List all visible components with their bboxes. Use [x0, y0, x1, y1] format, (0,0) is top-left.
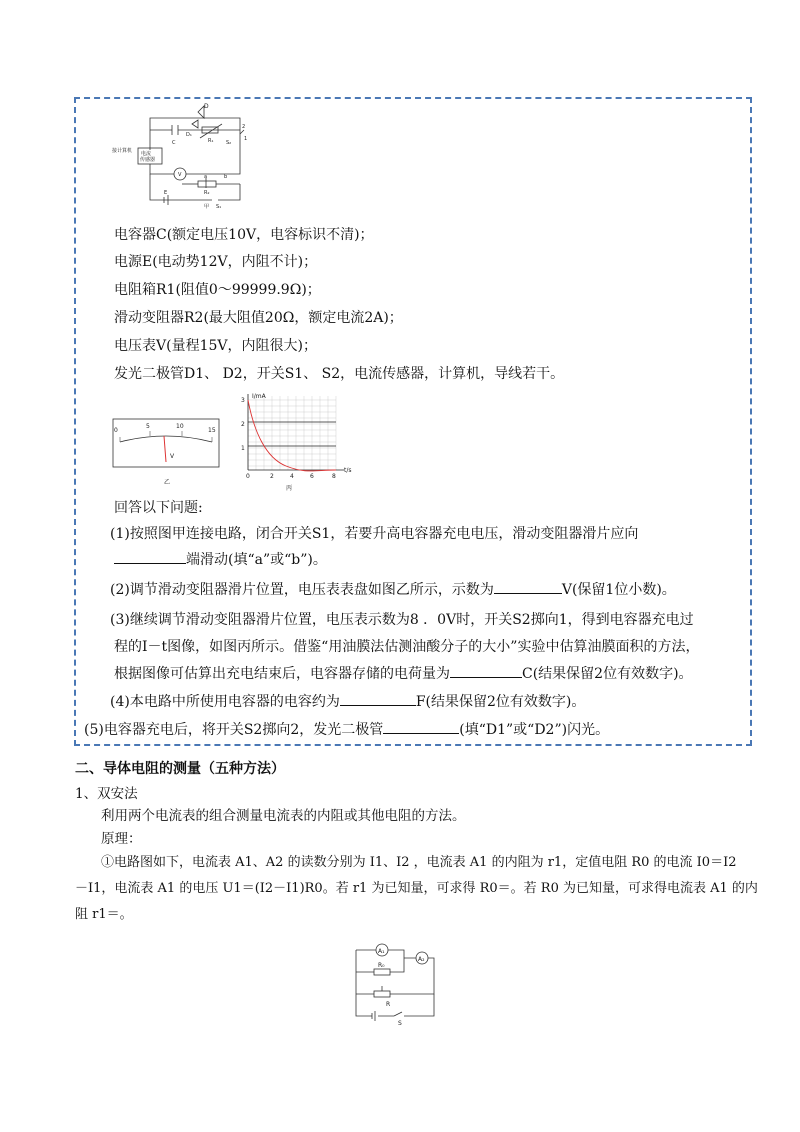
question-3-suffix: C(结果保留2位有效数字)。	[522, 666, 693, 682]
label-d1: D₁	[186, 132, 192, 138]
component-resistor-box: 电阻箱R1(阻值0～99999.9Ω)；	[114, 282, 321, 298]
answer-blank-4[interactable]	[340, 692, 416, 706]
graph-y2: 2	[241, 421, 245, 428]
circuit-diagram-double-ammeter	[346, 936, 442, 1026]
question-5-suffix: (填“D1”或“D2”)闪光。	[459, 722, 610, 738]
answer-blank-5[interactable]	[383, 720, 459, 734]
graph-x8: 8	[332, 473, 336, 480]
label-1: 2	[242, 124, 246, 130]
voltmeter-dial	[112, 418, 220, 492]
question-3-line-2: 程的I－t图像，如图丙所示。借鉴“用油膜法估测油酸分子的大小”实验中估算油膜面积的方法，	[114, 639, 700, 655]
label-s1: S₁	[216, 204, 222, 210]
graph-x6: 6	[310, 473, 314, 480]
label-a: a	[204, 174, 208, 180]
question-3-line-1: (3)继续调节滑动变阻器滑片位置，电压表示数为8 ．0V时，开关S2掷向1，得到电容器充电过	[110, 612, 694, 628]
caption-yi: 乙	[164, 479, 171, 486]
graph-x2: 2	[270, 473, 274, 480]
label-computer: 接计算机	[112, 148, 133, 154]
question-1-line-2	[114, 550, 327, 570]
section-paragraph-1: 利用两个电流表的组合测量电流表的内阻或其他电阻的方法。	[101, 808, 466, 824]
section-paragraph-2: 原理：	[101, 831, 142, 847]
label-r2: R₂	[204, 190, 210, 196]
component-rheostat: 滑动变阻器R2(最大阻值20Ω，额定电流2A)；	[114, 310, 403, 326]
question-5-prefix: (5)电容器充电后，将开关S2掷向2，发光二极管	[84, 722, 384, 738]
graph-y1: 1	[241, 445, 245, 452]
label-r1: R₁	[208, 138, 214, 144]
question-4-suffix: F(结果保留2位有效数字)。	[415, 694, 586, 710]
label-2: 1	[244, 136, 248, 142]
graph-ylabel: I/mA	[252, 393, 266, 400]
circuit-diagram-a	[112, 100, 272, 210]
label-ammeter-a2: A₂	[418, 956, 425, 963]
label-b: b	[224, 174, 228, 180]
caption-bing: 丙	[286, 485, 293, 492]
caption-jia: 甲	[204, 204, 210, 210]
graph-xlabel: t/s	[344, 467, 352, 474]
dial-tick-10: 10	[176, 423, 184, 430]
questions-intro: 回答以下问题:	[114, 500, 203, 516]
label-sensor-2: 传感器	[140, 157, 156, 163]
question-3-line-3	[114, 664, 693, 684]
current-time-graph	[236, 392, 360, 496]
label-s2: S₂	[226, 140, 232, 146]
graph-y3: 3	[241, 397, 245, 404]
dial-tick-5: 5	[146, 423, 150, 430]
section-heading: 二、导体电阻的测量（五种方法）	[75, 761, 285, 777]
question-4	[110, 692, 585, 712]
label-s: S	[398, 1020, 402, 1026]
label-v: V	[178, 172, 182, 178]
component-capacitor: 电容器C(额定电压10V，电容标识不清)；	[114, 227, 374, 243]
dial-unit: V	[170, 453, 175, 460]
answer-blank-1[interactable]	[114, 550, 186, 564]
label-sensor-1: 电流	[141, 151, 152, 157]
component-misc: 发光二极管D1、 D2，开关S1、 S2，电流传感器，计算机，导线若干。	[114, 366, 565, 382]
component-voltmeter: 电压表V(量程15V，内阻很大)；	[114, 338, 317, 354]
component-source: 电源E(电动势12V，内阻不计)；	[114, 254, 318, 270]
graph-x4: 4	[290, 473, 294, 480]
label-r0: R₀	[378, 962, 385, 969]
question-2-suffix: V(保留1位小数)。	[561, 582, 676, 598]
question-1-suffix: 端滑动(填“a”或“b”)。	[186, 552, 327, 568]
section-paragraph-3: ①电路图如下，电流表 A1、A2 的读数分别为 I1、I2 ，电流表 A1 的内阻为 r1，定值电阻 R0 的电流 I0＝I2	[101, 855, 737, 870]
label-r: R	[386, 1001, 391, 1008]
question-4-prefix: (4)本电路中所使用电容器的电容约为	[110, 694, 340, 710]
section-paragraph-5: 阻 r1＝。	[75, 907, 133, 922]
question-2	[110, 580, 676, 600]
graph-x0: 0	[246, 473, 250, 480]
dial-tick-0: 0	[114, 427, 118, 434]
label-c: C	[172, 140, 176, 146]
question-1-line-1: (1)按照图甲连接电路，闭合开关S1，若要升高电容器充电电压，滑动变阻器滑片应向	[110, 526, 639, 542]
label-e: E	[164, 190, 168, 196]
label-ammeter-a1: A₁	[378, 948, 385, 955]
label-d: D	[204, 103, 209, 110]
question-2-prefix: (2)调节滑动变阻器滑片位置，电压表表盘如图乙所示，示数为	[110, 582, 494, 598]
question-5	[84, 720, 609, 740]
answer-blank-3[interactable]	[450, 664, 522, 678]
section-subheading: 1、双安法	[75, 786, 138, 802]
question-3-prefix: 根据图像可估算出充电结束后，电容器存储的电荷量为	[114, 666, 450, 682]
answer-blank-2[interactable]	[494, 580, 562, 594]
section-paragraph-4: －I1，电流表 A1 的电压 U1＝(I2－I1)R0。若 r1 为已知量，可求得 R0＝。若 R0 为已知量，可求得电流表 A1 的内	[75, 881, 758, 896]
dial-tick-15: 15	[208, 427, 216, 434]
